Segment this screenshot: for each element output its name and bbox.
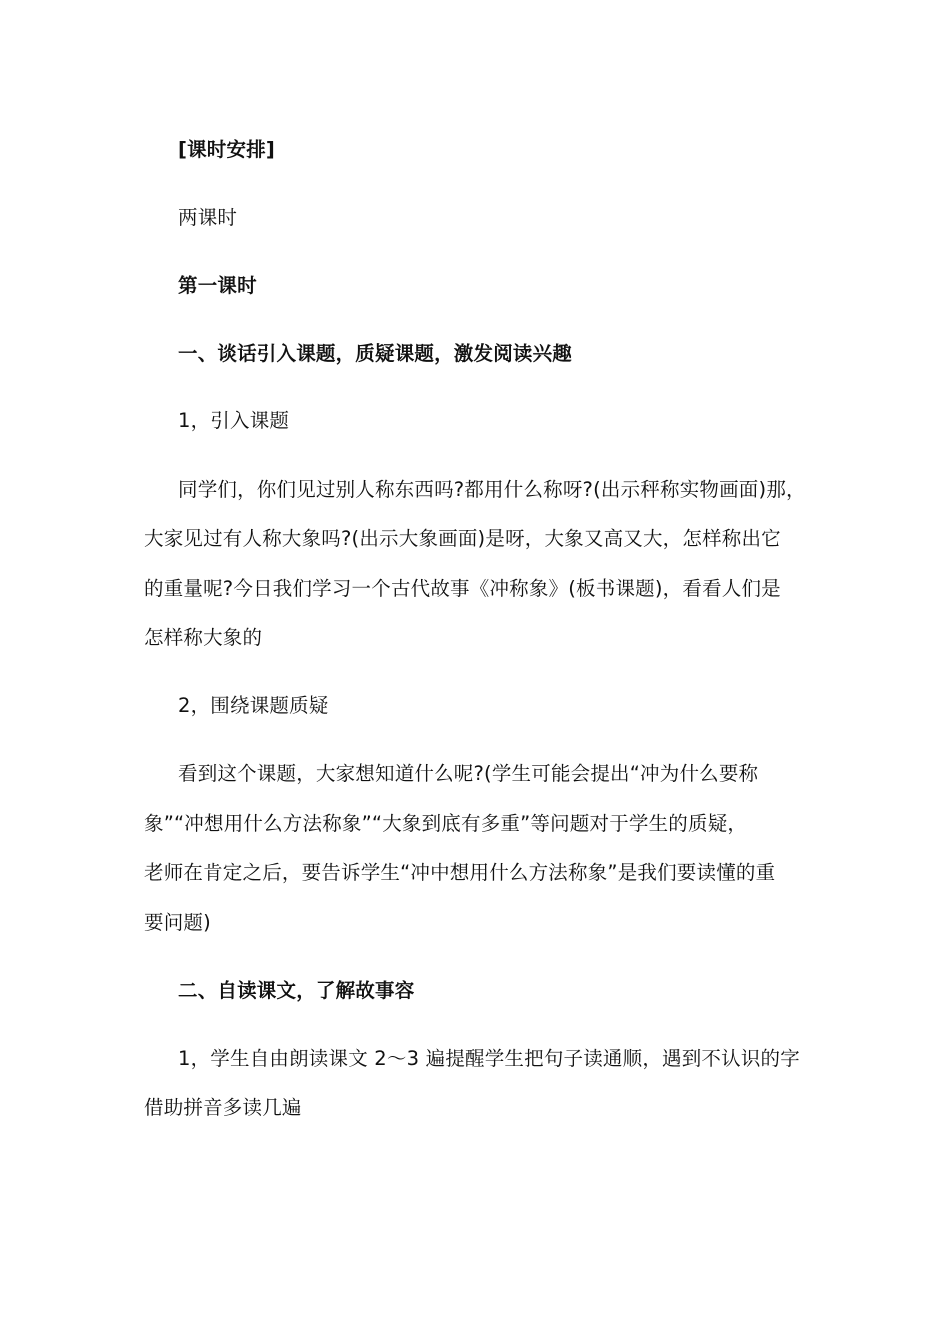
paragraph-1-line: 的重量呢?今日我们学习一个古代故事《冲称象》(板书课题)，看看人们是 bbox=[144, 577, 781, 600]
paragraph-1-line: 怎样称大象的 bbox=[144, 626, 263, 649]
paragraph-3-line: 1，学生自由朗读课文 2～3 遍提醒学生把句子读通顺，遇到不认识的字 bbox=[178, 1047, 800, 1070]
item-2-label: 2，围绕课题质疑 bbox=[178, 694, 329, 717]
schedule-value: 两课时 bbox=[178, 206, 238, 229]
paragraph-3-line: 借助拼音多读几遍 bbox=[144, 1096, 302, 1119]
section-1-title: 一、谈话引入课题，质疑课题，激发阅读兴趣 bbox=[178, 342, 573, 365]
heading-first-lesson: 第一课时 bbox=[178, 274, 257, 297]
heading-schedule: [课时安排] bbox=[178, 138, 276, 161]
paragraph-2-line: 象”“冲想用什么方法称象”“大象到底有多重”等问题对于学生的质疑， bbox=[144, 812, 748, 835]
paragraph-1-line: 同学们，你们见过别人称东西吗?都用什么称呀?(出示秤称实物画面)那， bbox=[178, 478, 806, 501]
item-1-label: 1，引入课题 bbox=[178, 409, 290, 432]
paragraph-2-line: 老师在肯定之后，要告诉学生“冲中想用什么方法称象”是我们要读懂的重 bbox=[144, 861, 776, 884]
section-2-title: 二、自读课文，了解故事容 bbox=[178, 979, 415, 1002]
paragraph-1-line: 大家见过有人称大象吗?(出示大象画面)是呀，大象又高又大，怎样称出它 bbox=[144, 527, 781, 550]
paragraph-2-line: 要问题) bbox=[144, 911, 211, 934]
paragraph-2-line: 看到这个课题，大家想知道什么呢?(学生可能会提出“冲为什么要称 bbox=[178, 762, 759, 785]
